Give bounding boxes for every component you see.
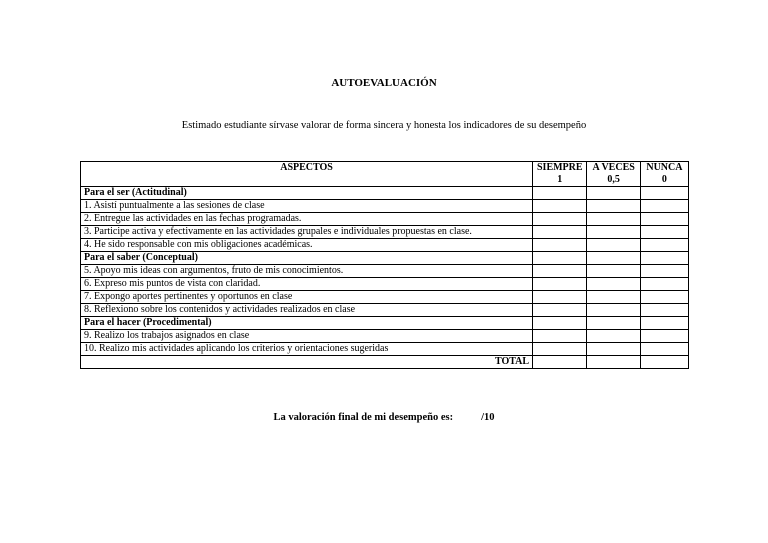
table-row xyxy=(81,226,689,239)
aspect-text: 10. Realizo mis actividades aplicando los criterios y orientaciones sugeridas xyxy=(81,343,533,356)
a-veces-cell xyxy=(587,252,640,265)
siempre-cell xyxy=(533,252,587,265)
header-nunca xyxy=(640,162,688,187)
aspect-text: 6. Expreso mis puntos de vista con claridad. xyxy=(81,278,533,291)
nunca-cell[interactable] xyxy=(640,291,688,304)
final-score-label: La valoración final de mi desempeño es: xyxy=(273,412,454,423)
header-a-veces xyxy=(587,162,640,187)
a-veces-cell[interactable] xyxy=(587,200,640,213)
table-row xyxy=(81,278,689,291)
a-veces-cell[interactable] xyxy=(587,330,640,343)
self-evaluation-table xyxy=(80,161,689,369)
siempre-cell xyxy=(533,317,587,330)
nunca-cell[interactable] xyxy=(640,343,688,356)
siempre-cell[interactable] xyxy=(533,278,587,291)
aspect-text: 4. He sido responsable con mis obligaciones académicas. xyxy=(81,239,533,252)
siempre-cell[interactable] xyxy=(533,343,587,356)
aspect-text: 7. Expongo aportes pertinentes y oportunos en clase xyxy=(81,291,533,304)
final-score-line xyxy=(0,412,768,423)
nunca-cell xyxy=(640,187,688,200)
section-header-row xyxy=(81,252,689,265)
aspect-text: 1. Asistí puntualmente a las sesiones de clase xyxy=(81,200,533,213)
a-veces-cell[interactable] xyxy=(587,278,640,291)
nunca-cell[interactable] xyxy=(640,330,688,343)
final-score-value: /10 xyxy=(481,412,495,423)
nunca-cell xyxy=(640,317,688,330)
section-title: Para el saber (Conceptual) xyxy=(81,252,533,265)
section-title: Para el ser (Actitudinal) xyxy=(81,187,533,200)
nunca-cell[interactable] xyxy=(640,213,688,226)
total-nunca-cell[interactable] xyxy=(640,356,688,369)
table-row xyxy=(81,200,689,213)
section-header-row xyxy=(81,317,689,330)
siempre-cell[interactable] xyxy=(533,265,587,278)
siempre-cell[interactable] xyxy=(533,330,587,343)
table-body xyxy=(81,187,689,356)
siempre-cell[interactable] xyxy=(533,304,587,317)
page-title: AUTOEVALUACIÓN xyxy=(331,77,437,89)
instructions-text: Estimado estudiante sírvase valorar de forma sincera y honesta los indicadores de su desempeño xyxy=(181,120,587,131)
table-header-row xyxy=(81,162,689,187)
siempre-cell[interactable] xyxy=(533,213,587,226)
nunca-cell xyxy=(640,252,688,265)
nunca-cell[interactable] xyxy=(640,304,688,317)
total-row xyxy=(81,356,689,369)
table-row xyxy=(81,265,689,278)
header-siempre-value: 1 xyxy=(557,174,563,185)
nunca-cell[interactable] xyxy=(640,239,688,252)
a-veces-cell xyxy=(587,187,640,200)
siempre-cell xyxy=(533,187,587,200)
nunca-cell[interactable] xyxy=(640,200,688,213)
total-label: TOTAL xyxy=(81,356,533,369)
table-row xyxy=(81,330,689,343)
nunca-cell[interactable] xyxy=(640,265,688,278)
section-header-row xyxy=(81,187,689,200)
table-row xyxy=(81,213,689,226)
header-siempre-label: SIEMPRE xyxy=(536,162,583,173)
a-veces-cell[interactable] xyxy=(587,304,640,317)
header-nunca-value: 0 xyxy=(661,174,667,185)
total-siempre-cell[interactable] xyxy=(533,356,587,369)
aspect-text: 5. Apoyo mis ideas con argumentos, fruto de mis conocimientos. xyxy=(81,265,533,278)
aspect-text: 8. Reflexiono sobre los contenidos y actividades realizados en clase xyxy=(81,304,533,317)
header-a-veces-label: A VECES xyxy=(592,162,635,173)
a-veces-cell[interactable] xyxy=(587,213,640,226)
header-nunca-label: NUNCA xyxy=(646,162,683,173)
aspect-text: 9. Realizo los trabajos asignados en clase xyxy=(81,330,533,343)
a-veces-cell[interactable] xyxy=(587,291,640,304)
table-row xyxy=(81,291,689,304)
header-a-veces-value: 0,5 xyxy=(607,174,620,185)
siempre-cell[interactable] xyxy=(533,226,587,239)
siempre-cell[interactable] xyxy=(533,239,587,252)
siempre-cell[interactable] xyxy=(533,291,587,304)
nunca-cell[interactable] xyxy=(640,278,688,291)
header-aspectos-label: ASPECTOS xyxy=(280,162,333,173)
header-aspectos xyxy=(81,162,533,187)
a-veces-cell xyxy=(587,317,640,330)
section-title: Para el hacer (Procedimental) xyxy=(81,317,533,330)
a-veces-cell[interactable] xyxy=(587,265,640,278)
aspect-text: 2. Entregue las actividades en las fechas programadas. xyxy=(81,213,533,226)
total-a-veces-cell[interactable] xyxy=(587,356,640,369)
a-veces-cell[interactable] xyxy=(587,226,640,239)
header-siempre xyxy=(533,162,587,187)
aspect-text: 3. Participe activa y efectivamente en las actividades grupales e individuales propuestas en clase. xyxy=(81,226,533,239)
table-row xyxy=(81,304,689,317)
a-veces-cell[interactable] xyxy=(587,239,640,252)
table-row xyxy=(81,239,689,252)
siempre-cell[interactable] xyxy=(533,200,587,213)
nunca-cell[interactable] xyxy=(640,226,688,239)
table-row xyxy=(81,343,689,356)
a-veces-cell[interactable] xyxy=(587,343,640,356)
